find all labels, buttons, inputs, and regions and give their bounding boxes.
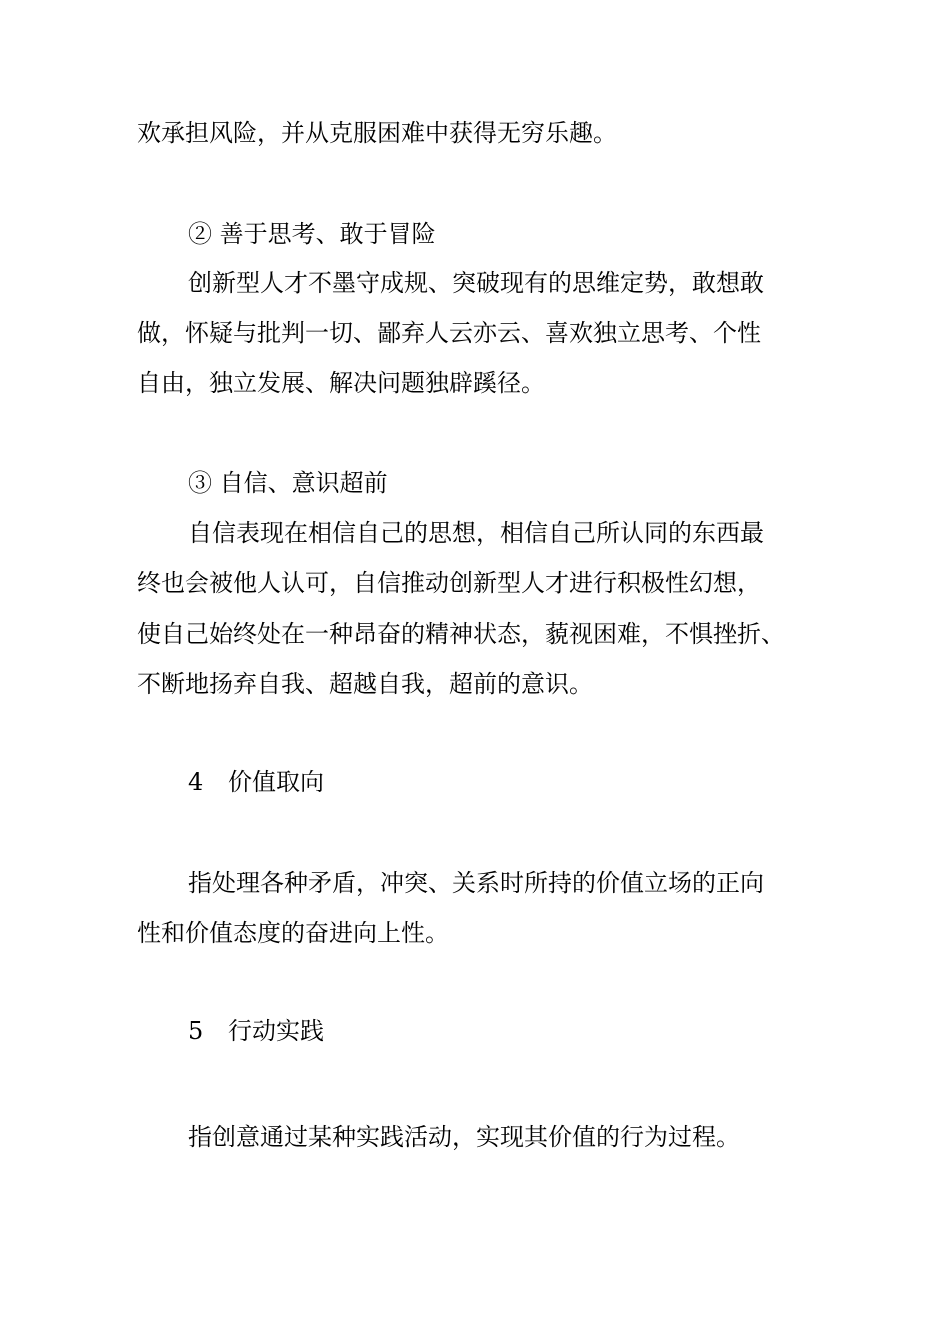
- section-3-line-4: 不断地扬弃自我、超越自我，超前的意识。: [137, 670, 593, 698]
- section-4-line-1: 指处理各种矛盾，冲突、关系时所持的价值立场的正向: [188, 869, 764, 897]
- section-3-line-3: 使自己始终处在一种昂奋的精神状态，藐视困难，不惧挫折、: [137, 620, 785, 648]
- section-3-heading: ③ 自信、意识超前: [188, 469, 388, 497]
- section-2-line-2: 做，怀疑与批判一切、鄙弃人云亦云、喜欢独立思考、个性: [137, 319, 761, 347]
- continuation-line: 欢承担风险，并从克服困难中获得无穷乐趣。: [137, 119, 617, 147]
- section-2-line-1: 创新型人才不墨守成规、突破现有的思维定势，敢想敢: [188, 269, 764, 297]
- section-4-title: 价值取向: [228, 768, 324, 796]
- section-3-line-1: 自信表现在相信自己的思想，相信自己所认同的东西最: [188, 519, 764, 547]
- section-2-heading: ② 善于思考、敢于冒险: [188, 220, 436, 248]
- section-4-number: 4: [188, 768, 204, 796]
- section-2-line-3: 自由，独立发展、解决问题独辟蹊径。: [137, 369, 545, 397]
- section-4-line-2: 性和价值态度的奋进向上性。: [137, 919, 449, 947]
- section-5-line-1: 指创意通过某种实践活动，实现其价值的行为过程。: [188, 1123, 740, 1151]
- section-5-title: 行动实践: [228, 1017, 324, 1045]
- section-3-line-2: 终也会被他人认可，自信推动创新型人才进行积极性幻想，: [137, 569, 761, 597]
- section-5-number: 5: [188, 1017, 204, 1045]
